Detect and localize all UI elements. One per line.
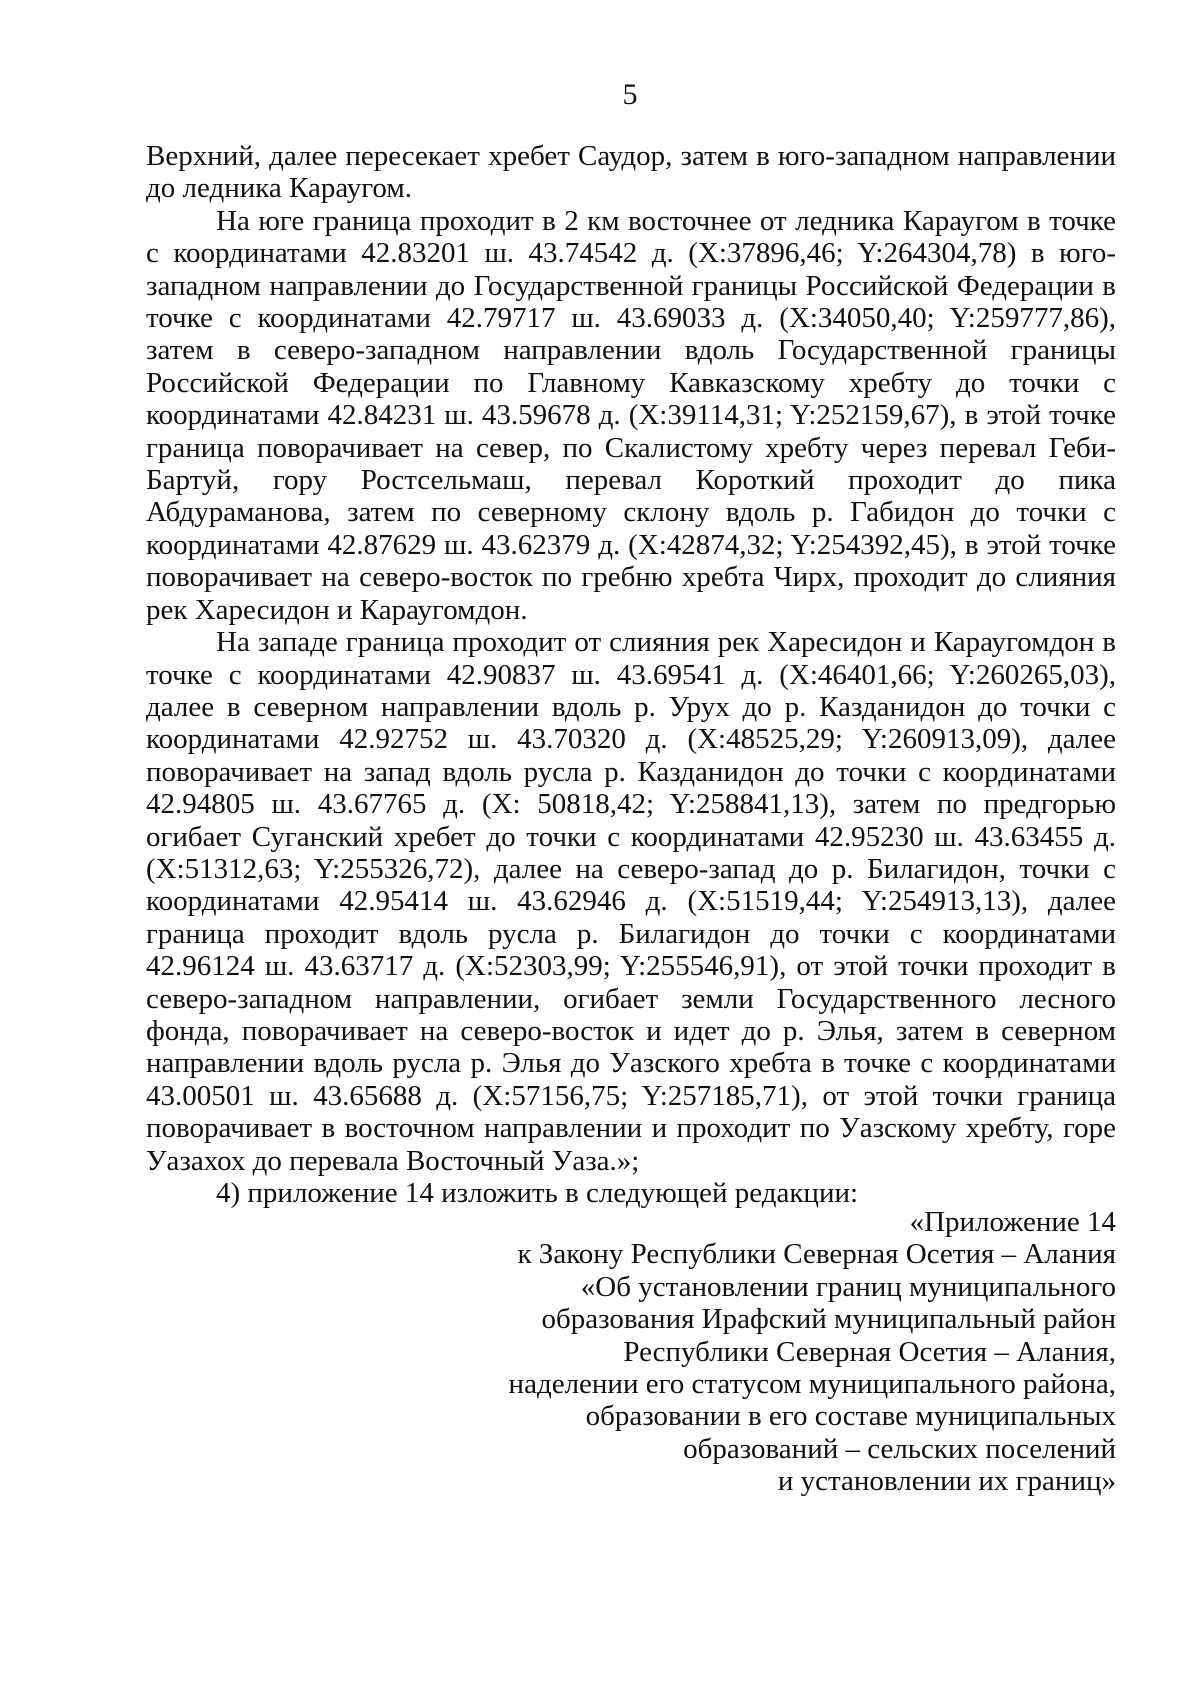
- appendix-line: «Приложение 14: [909, 1206, 1116, 1238]
- page-number: 5: [622, 78, 638, 111]
- paragraph-south-border: На юге граница проходит в 2 км восточнее от ледника Караугом в точке с координатами 42.83201 ш. 43.74542 д. (X:37896,46; Y:264304,78) в юго-западном направлении до Государственной границы Российской Федерации в точке с координатами 42.79717 ш. 43.69033 д. (X:34050,40; Y:259777,86), затем в северо-западном направлении вдоль Государственной границы Российской Федерации по Главному Кавказскому хребту до точки с координатами 42.84231 ш. 43.59678 д. (X:39114,31; Y:252159,67), в этой точке граница поворачивает на север, по Скалистому хребту через перевал Геби-Бартуй, гору Ростсельмаш, перевал Короткий проходит до пика Абдураманова, затем по северному склону вдоль р. Габидон до точки с координатами 42.87629 ш. 43.62379 д. (X:42874,32; Y:254392,45), в этой точке поворачивает на северо-восток по гребню хребта Чирх, проходит до слияния рек Харесидон и Караугомдон.: [146, 204, 1116, 626]
- appendix-line: образований – сельских поселений: [683, 1432, 1116, 1465]
- appendix-heading: [396, 1206, 1116, 1498]
- appendix-line: Республики Северная Осетия – Алания,: [623, 1335, 1116, 1368]
- paragraph-continuation: Верхний, далее пересекает хребет Саудор, затем в юго-западном направлении до ледника Караугом.: [146, 140, 1116, 205]
- appendix-line: образования Ирафский муниципальный район: [541, 1303, 1116, 1336]
- paragraph-amendment-item: 4) приложение 14 изложить в следующей редакции:: [216, 1177, 859, 1209]
- appendix-line: к Закону Республики Северная Осетия – Алания: [517, 1238, 1116, 1271]
- appendix-line: наделении его статусом муниципального района,: [508, 1368, 1116, 1401]
- paragraph-west-border: На западе граница проходит от слияния рек Харесидон и Караугомдон в точке с координатами 42.90837 ш. 43.69541 д. (X:46401,66; Y:260265,03), далее в северном направлении вдоль р. Урух до р. Казданидон до точки с координатами 42.92752 ш. 43.70320 д. (X:48525,29; Y:260913,09), далее поворачивает на запад вдоль русла р. Казданидон до точки с координатами 42.94805 ш. 43.67765 д. (X: 50818,42; Y:258841,13), затем по предгорью огибает Суганский хребет до точки с координатами 42.95230 ш. 43.63455 д. (X:51312,63; Y:255326,72), далее на северо-запад до р. Билагидон, точки с координатами 42.95414 ш. 43.62946 д. (X:51519,44; Y:254913,13), далее граница проходит вдоль русла р. Билагидон до точки с координатами 42.96124 ш. 43.63717 д. (X:52303,99; Y:255546,91), от этой точки проходит в северо-западном направлении, огибает земли Государственного лесного фонда, поворачивает на северо-восток и идет до р. Элья, затем в северном направлении вдоль русла р. Элья до Уазского хребта в точке с координатами 43.00501 ш. 43.65688 д. (X:57156,75; Y:257185,71), от этой точки граница поворачивает в восточном направлении и проходит по Уазскому хребту, горе Уазахох до перевала Восточный Уаза.»;: [146, 626, 1117, 1177]
- appendix-line: и установлении их границ»: [777, 1465, 1116, 1498]
- appendix-line: образовании в его составе муниципальных: [585, 1400, 1116, 1433]
- appendix-line: «Об установлении границ муниципального: [580, 1270, 1116, 1303]
- document-body: [146, 140, 1116, 1209]
